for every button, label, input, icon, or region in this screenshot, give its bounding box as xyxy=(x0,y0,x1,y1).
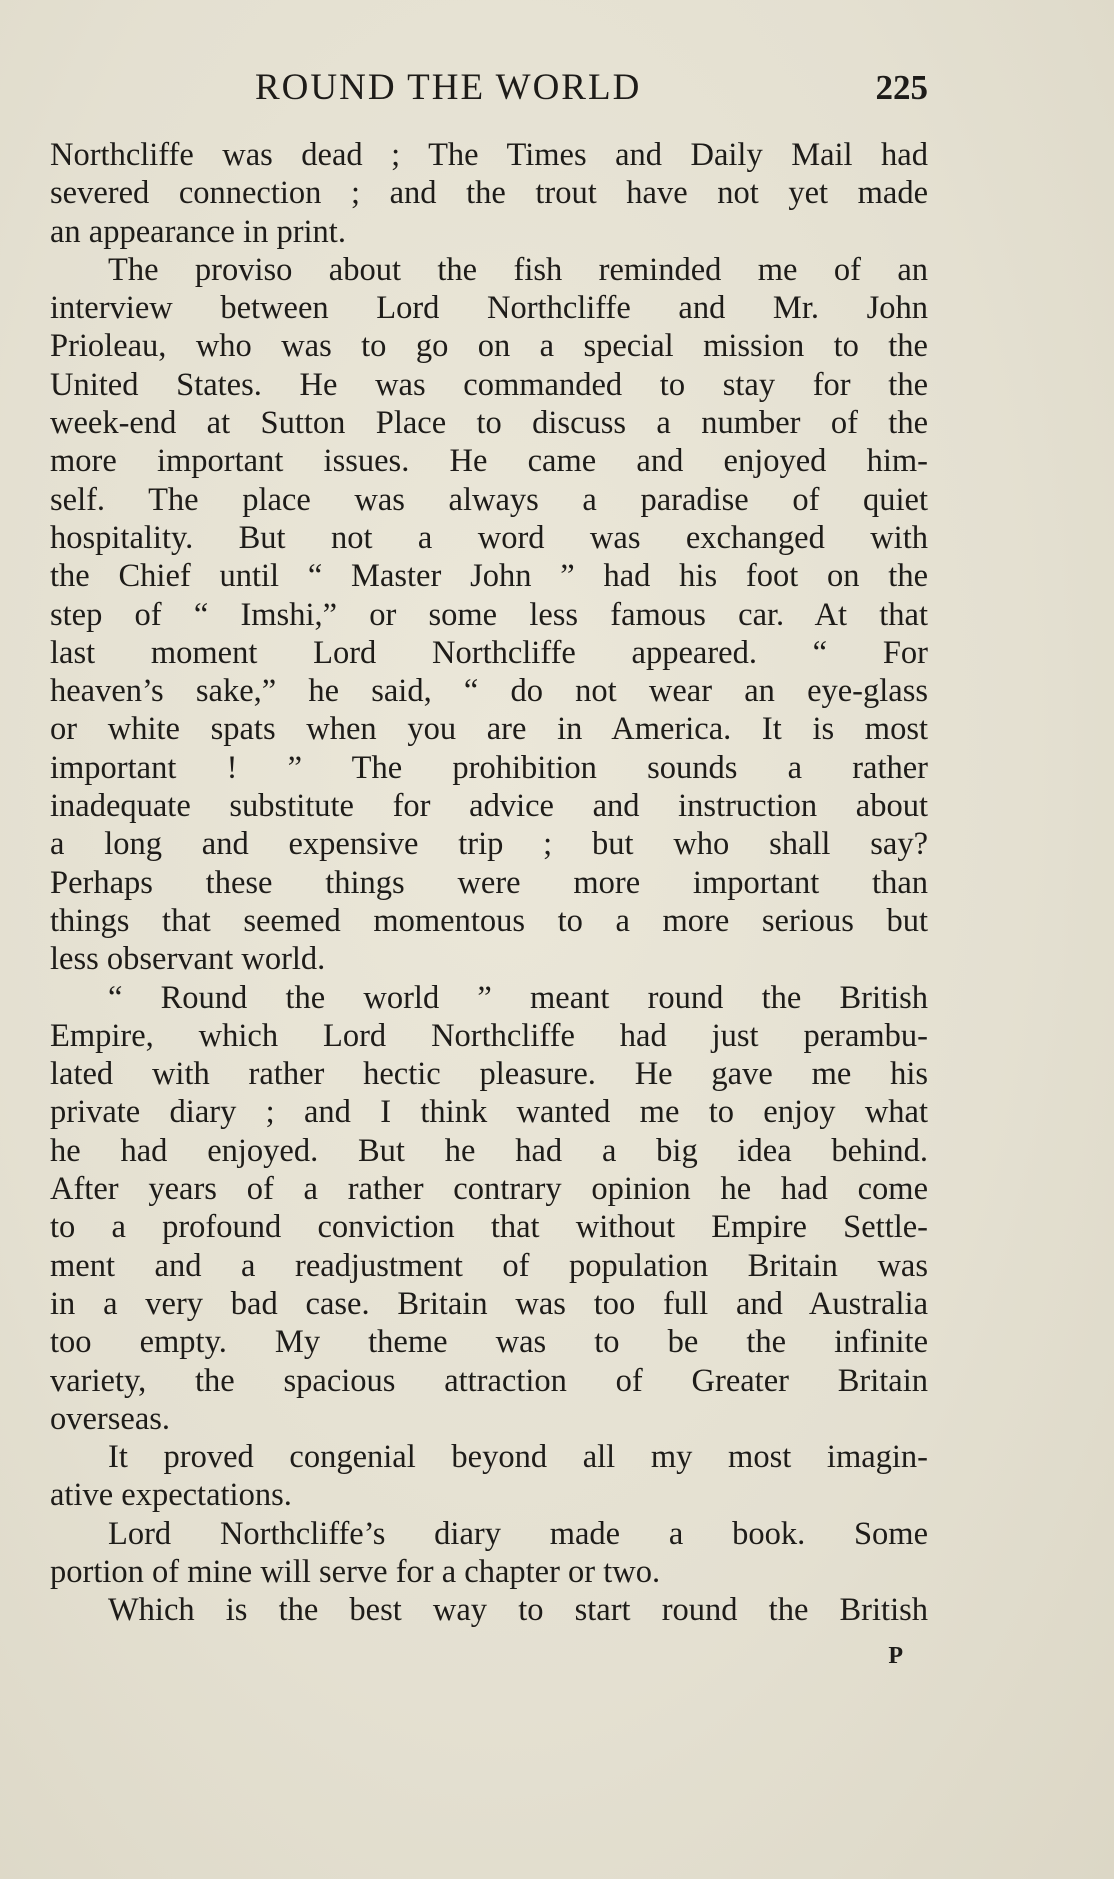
running-head xyxy=(50,66,928,110)
text-line: Prioleau, who was to go on a special mission to the xyxy=(50,328,928,365)
page-number: 225 xyxy=(875,68,928,107)
text-line: last moment Lord Northcliffe appeared. “ For xyxy=(50,634,928,671)
text-line: interview between Lord Northcliffe and Mr. John xyxy=(50,290,928,327)
text-line: variety, the spacious attraction of Greater Britain xyxy=(50,1362,928,1399)
text-line: Lord Northcliffe’s diary made a book. Some xyxy=(108,1515,928,1552)
text-line: It proved congenial beyond all my most imagin- xyxy=(108,1439,928,1476)
text-line: inadequate substitute for advice and instruction about xyxy=(50,788,928,825)
text-line: in a very bad case. Britain was too full and Australia xyxy=(50,1285,928,1322)
running-title: ROUND THE WORLD xyxy=(255,67,642,108)
text-line: Northcliffe was dead ; The Times and Daily Mail had xyxy=(50,137,928,173)
text-line: too empty. My theme was to be the infinite xyxy=(50,1324,928,1361)
text-line: severed connection ; and the trout have not yet made xyxy=(50,175,928,212)
text-line: important ! ” The prohibition sounds a rather xyxy=(50,749,928,786)
text-line: overseas. xyxy=(50,1400,171,1437)
text-line: The proviso about the fish reminded me of an xyxy=(108,251,928,288)
text-line: heaven’s sake,” he said, “ do not wear an eye-glass xyxy=(50,673,928,710)
text-line: private diary ; and I think wanted me to enjoy what xyxy=(50,1094,928,1131)
text-line: Empire, which Lord Northcliffe had just perambu- xyxy=(50,1017,928,1054)
text-line: Which is the best way to start round the British xyxy=(108,1592,928,1629)
text-line: self. The place was always a paradise of quiet xyxy=(50,481,928,518)
text-line: he had enjoyed. But he had a big idea behind. xyxy=(50,1132,928,1169)
text-line: hospitality. But not a word was exchanged with xyxy=(50,519,928,556)
text-line: more important issues. He came and enjoyed him- xyxy=(50,443,928,480)
text-line: the Chief until “ Master John ” had his foot on the xyxy=(50,558,928,595)
text-line: After years of a rather contrary opinion he had come xyxy=(50,1171,928,1208)
body-text xyxy=(50,136,928,1630)
text-line: or white spats when you are in America. It is most xyxy=(50,711,928,748)
text-line: lated with rather hectic pleasure. He gave me his xyxy=(50,1056,928,1093)
text-line: ment and a readjustment of population Britain was xyxy=(50,1247,928,1284)
text-line: a long and expensive trip ; but who shall say? xyxy=(50,826,928,863)
text-line: things that seemed momentous to a more serious but xyxy=(50,902,928,939)
text-line: an appearance in print. xyxy=(50,213,346,250)
text-line: step of “ Imshi,” or some less famous car. At that xyxy=(50,596,928,633)
text-line: to a profound conviction that without Empire Settle- xyxy=(50,1209,928,1246)
text-line: portion of mine will serve for a chapter or two. xyxy=(50,1553,661,1590)
text-line: week-end at Sutton Place to discuss a number of the xyxy=(50,405,928,442)
text-line: “ Round the world ” meant round the British xyxy=(108,979,928,1016)
text-line: ative expectations. xyxy=(50,1477,292,1514)
signature-mark: P xyxy=(888,1643,904,1669)
text-line: Perhaps these things were more important than xyxy=(50,864,928,901)
text-line: United States. He was commanded to stay for the xyxy=(50,366,928,403)
text-line: less observant world. xyxy=(50,941,326,978)
